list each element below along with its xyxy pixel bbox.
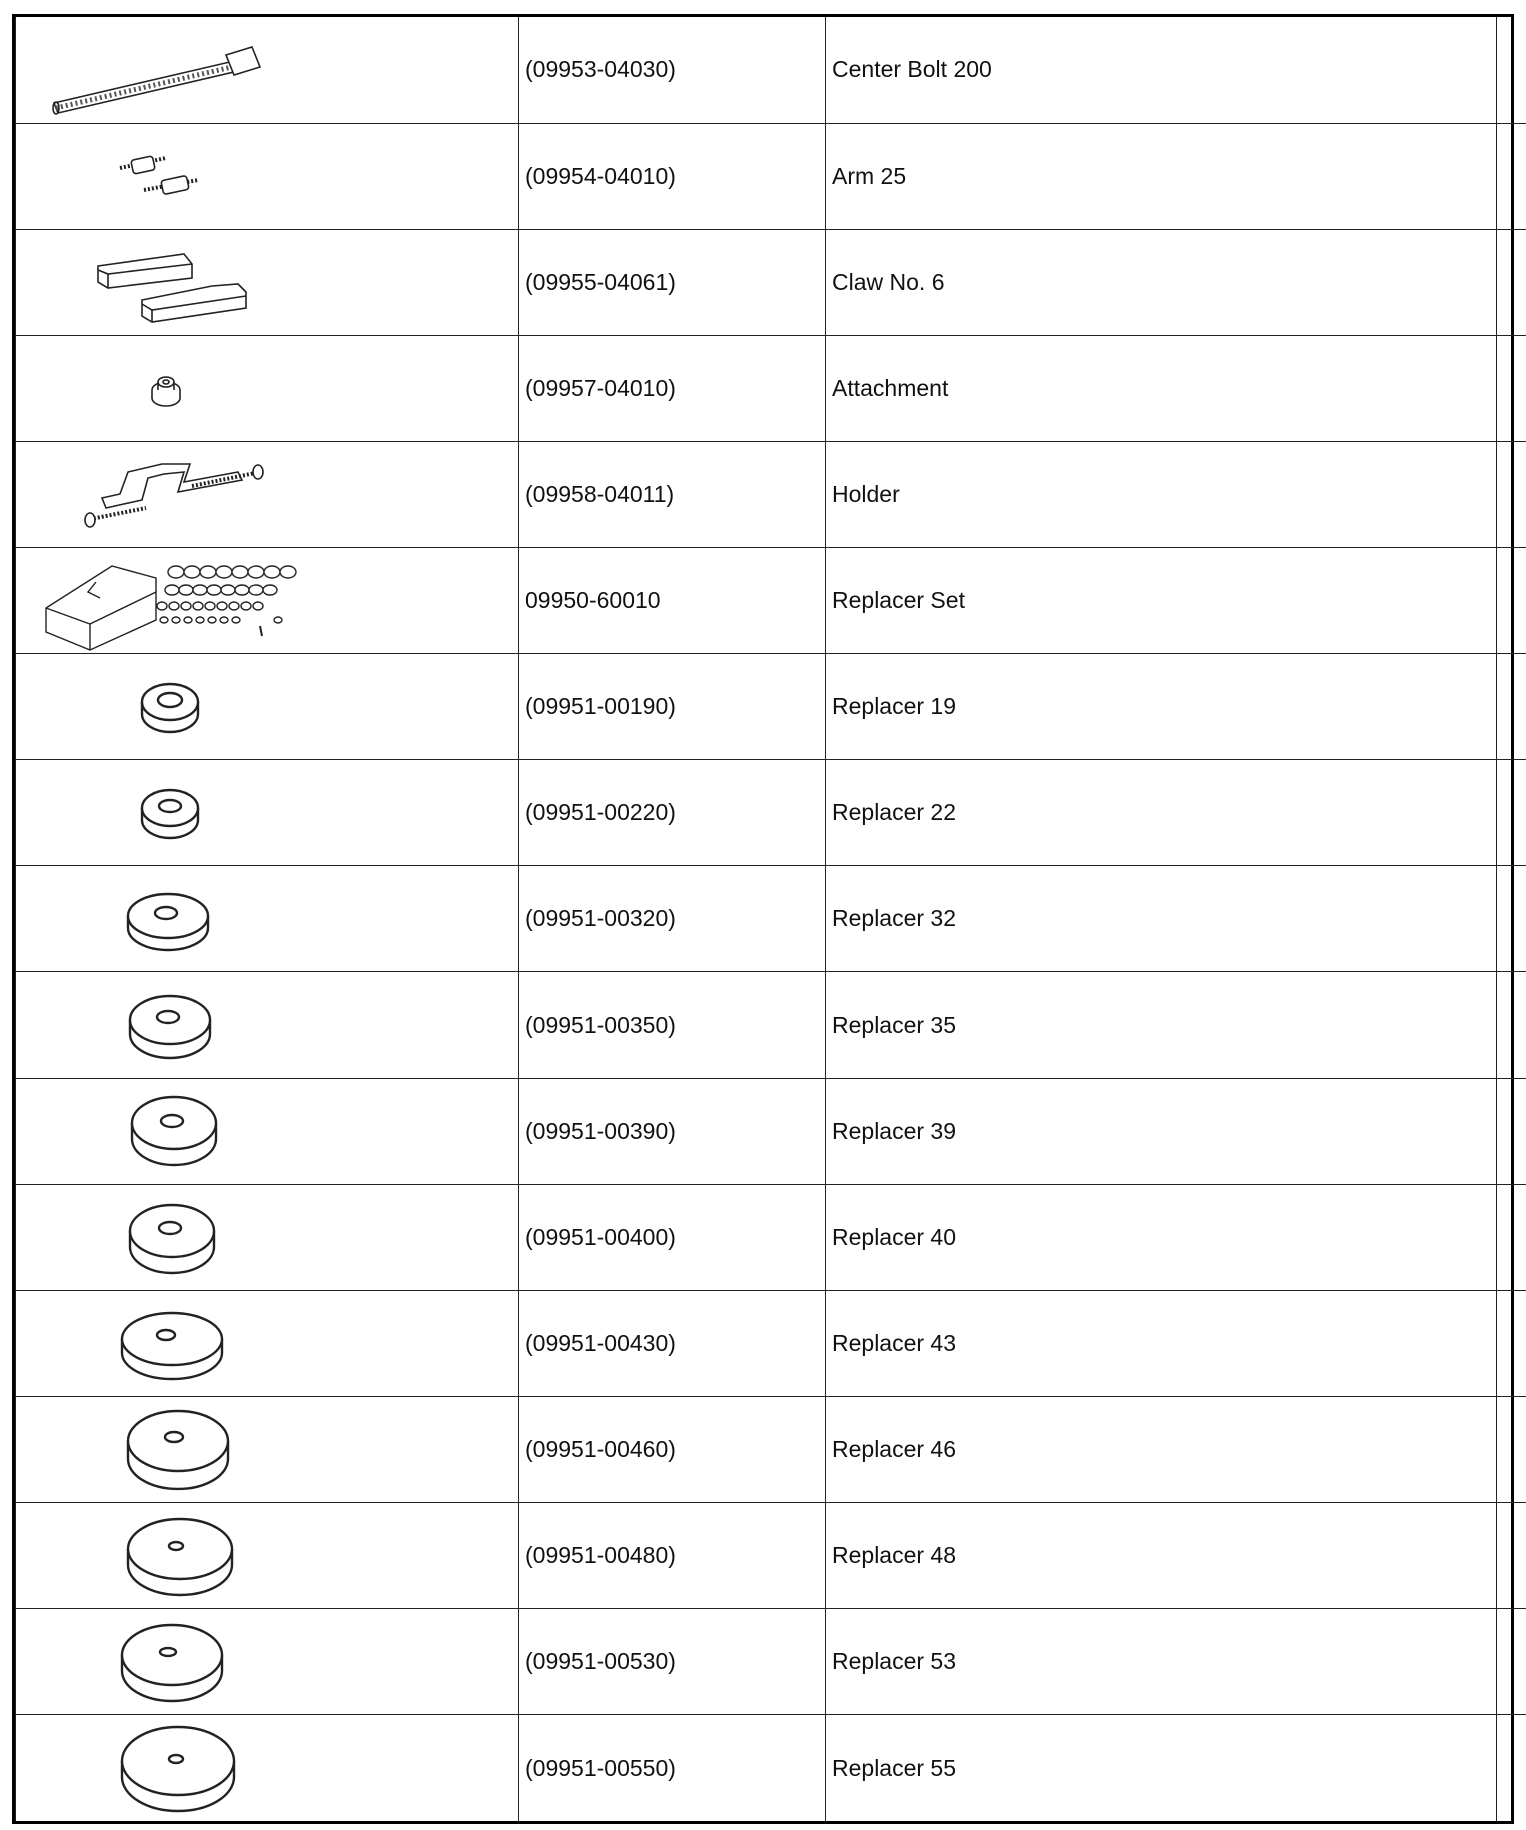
part-number: (09951-00480) xyxy=(519,1503,826,1609)
tool-illustration-cell xyxy=(16,1503,519,1609)
table-row xyxy=(16,1290,1526,1396)
part-number: (09951-00430) xyxy=(519,1290,826,1396)
part-number: (09951-00320) xyxy=(519,866,826,972)
blank-cell xyxy=(1497,1503,1526,1609)
table-row xyxy=(16,1609,1526,1715)
part-number: (09951-00530) xyxy=(519,1609,826,1715)
replacer-ring-icon xyxy=(16,760,518,866)
tool-illustration-cell xyxy=(16,760,519,866)
tool-illustration-cell xyxy=(16,1290,519,1396)
table-row xyxy=(16,760,1526,866)
part-number: (09954-04010) xyxy=(519,123,826,229)
part-number: (09953-04030) xyxy=(519,17,826,123)
replacer-ring-icon xyxy=(16,1185,518,1291)
tool-name: Replacer 19 xyxy=(826,654,1497,760)
part-number: (09951-00550) xyxy=(519,1715,826,1821)
table-row xyxy=(16,17,1526,123)
arm-icon xyxy=(16,124,518,230)
tool-name: Replacer 32 xyxy=(826,866,1497,972)
tool-name: Holder xyxy=(826,441,1497,547)
part-number: (09951-00400) xyxy=(519,1184,826,1290)
part-number: (09951-00220) xyxy=(519,760,826,866)
tool-illustration-cell xyxy=(16,441,519,547)
part-number: (09951-00390) xyxy=(519,1078,826,1184)
blank-cell xyxy=(1497,1184,1526,1290)
table-row xyxy=(16,548,1526,654)
attachment-icon xyxy=(16,336,518,442)
blank-cell xyxy=(1497,335,1526,441)
tool-illustration-cell xyxy=(16,17,519,123)
tool-illustration-cell xyxy=(16,654,519,760)
tool-name: Replacer 55 xyxy=(826,1715,1497,1821)
blank-cell xyxy=(1497,229,1526,335)
part-number: (09951-00350) xyxy=(519,972,826,1078)
holder-icon xyxy=(16,442,518,548)
table-row xyxy=(16,1184,1526,1290)
center-bolt-icon xyxy=(16,17,518,123)
table-row xyxy=(16,866,1526,972)
blank-cell xyxy=(1497,1715,1526,1821)
part-number: (09951-00460) xyxy=(519,1396,826,1502)
table-row xyxy=(16,1396,1526,1502)
replacer-ring-icon xyxy=(16,866,518,972)
tool-name: Arm 25 xyxy=(826,123,1497,229)
tool-table-frame xyxy=(12,14,1514,1824)
blank-cell xyxy=(1497,123,1526,229)
tool-illustration-cell xyxy=(16,1396,519,1502)
replacer-ring-icon xyxy=(16,1503,518,1609)
tool-name: Replacer 53 xyxy=(826,1609,1497,1715)
blank-cell xyxy=(1497,1609,1526,1715)
replacer-ring-icon xyxy=(16,1397,518,1503)
table-row xyxy=(16,123,1526,229)
table-row xyxy=(16,441,1526,547)
table-row xyxy=(16,229,1526,335)
tool-name: Replacer 40 xyxy=(826,1184,1497,1290)
tool-illustration-cell xyxy=(16,335,519,441)
tool-name: Center Bolt 200 xyxy=(826,17,1497,123)
tool-name: Replacer 22 xyxy=(826,760,1497,866)
replacer-set-icon xyxy=(16,548,518,654)
part-number: (09958-04011) xyxy=(519,441,826,547)
replacer-ring-icon xyxy=(16,1715,518,1821)
table-row xyxy=(16,335,1526,441)
tool-illustration-cell xyxy=(16,1184,519,1290)
table-row xyxy=(16,654,1526,760)
blank-cell xyxy=(1497,654,1526,760)
tool-illustration-cell xyxy=(16,1715,519,1821)
blank-cell xyxy=(1497,1078,1526,1184)
blank-cell xyxy=(1497,760,1526,866)
part-number: (09955-04061) xyxy=(519,229,826,335)
tool-name: Claw No. 6 xyxy=(826,229,1497,335)
tool-illustration-cell xyxy=(16,866,519,972)
tool-name: Replacer 35 xyxy=(826,972,1497,1078)
blank-cell xyxy=(1497,1396,1526,1502)
blank-cell xyxy=(1497,548,1526,654)
replacer-ring-icon xyxy=(16,1079,518,1185)
part-number: (09957-04010) xyxy=(519,335,826,441)
blank-cell xyxy=(1497,441,1526,547)
tool-illustration-cell xyxy=(16,229,519,335)
replacer-ring-icon xyxy=(16,972,518,1078)
tool-illustration-cell xyxy=(16,972,519,1078)
replacer-ring-icon xyxy=(16,1609,518,1715)
tool-name: Replacer 39 xyxy=(826,1078,1497,1184)
tool-name: Replacer 48 xyxy=(826,1503,1497,1609)
table-row xyxy=(16,972,1526,1078)
blank-cell xyxy=(1497,17,1526,123)
part-number: (09951-00190) xyxy=(519,654,826,760)
replacer-ring-icon xyxy=(16,654,518,760)
tool-name: Replacer Set xyxy=(826,548,1497,654)
tool-illustration-cell xyxy=(16,1078,519,1184)
tool-illustration-cell xyxy=(16,123,519,229)
tool-illustration-cell xyxy=(16,1609,519,1715)
part-number: 09950-60010 xyxy=(519,548,826,654)
blank-cell xyxy=(1497,972,1526,1078)
tool-name: Replacer 43 xyxy=(826,1290,1497,1396)
claw-icon xyxy=(16,230,518,336)
ring-row xyxy=(157,566,296,636)
replacer-ring-icon xyxy=(16,1291,518,1397)
table-row xyxy=(16,1078,1526,1184)
tool-illustration-cell xyxy=(16,548,519,654)
table-row xyxy=(16,1715,1526,1821)
table-row xyxy=(16,1503,1526,1609)
blank-cell xyxy=(1497,866,1526,972)
tool-name: Replacer 46 xyxy=(826,1396,1497,1502)
blank-cell xyxy=(1497,1290,1526,1396)
tool-name: Attachment xyxy=(826,335,1497,441)
special-tool-table xyxy=(15,17,1526,1821)
